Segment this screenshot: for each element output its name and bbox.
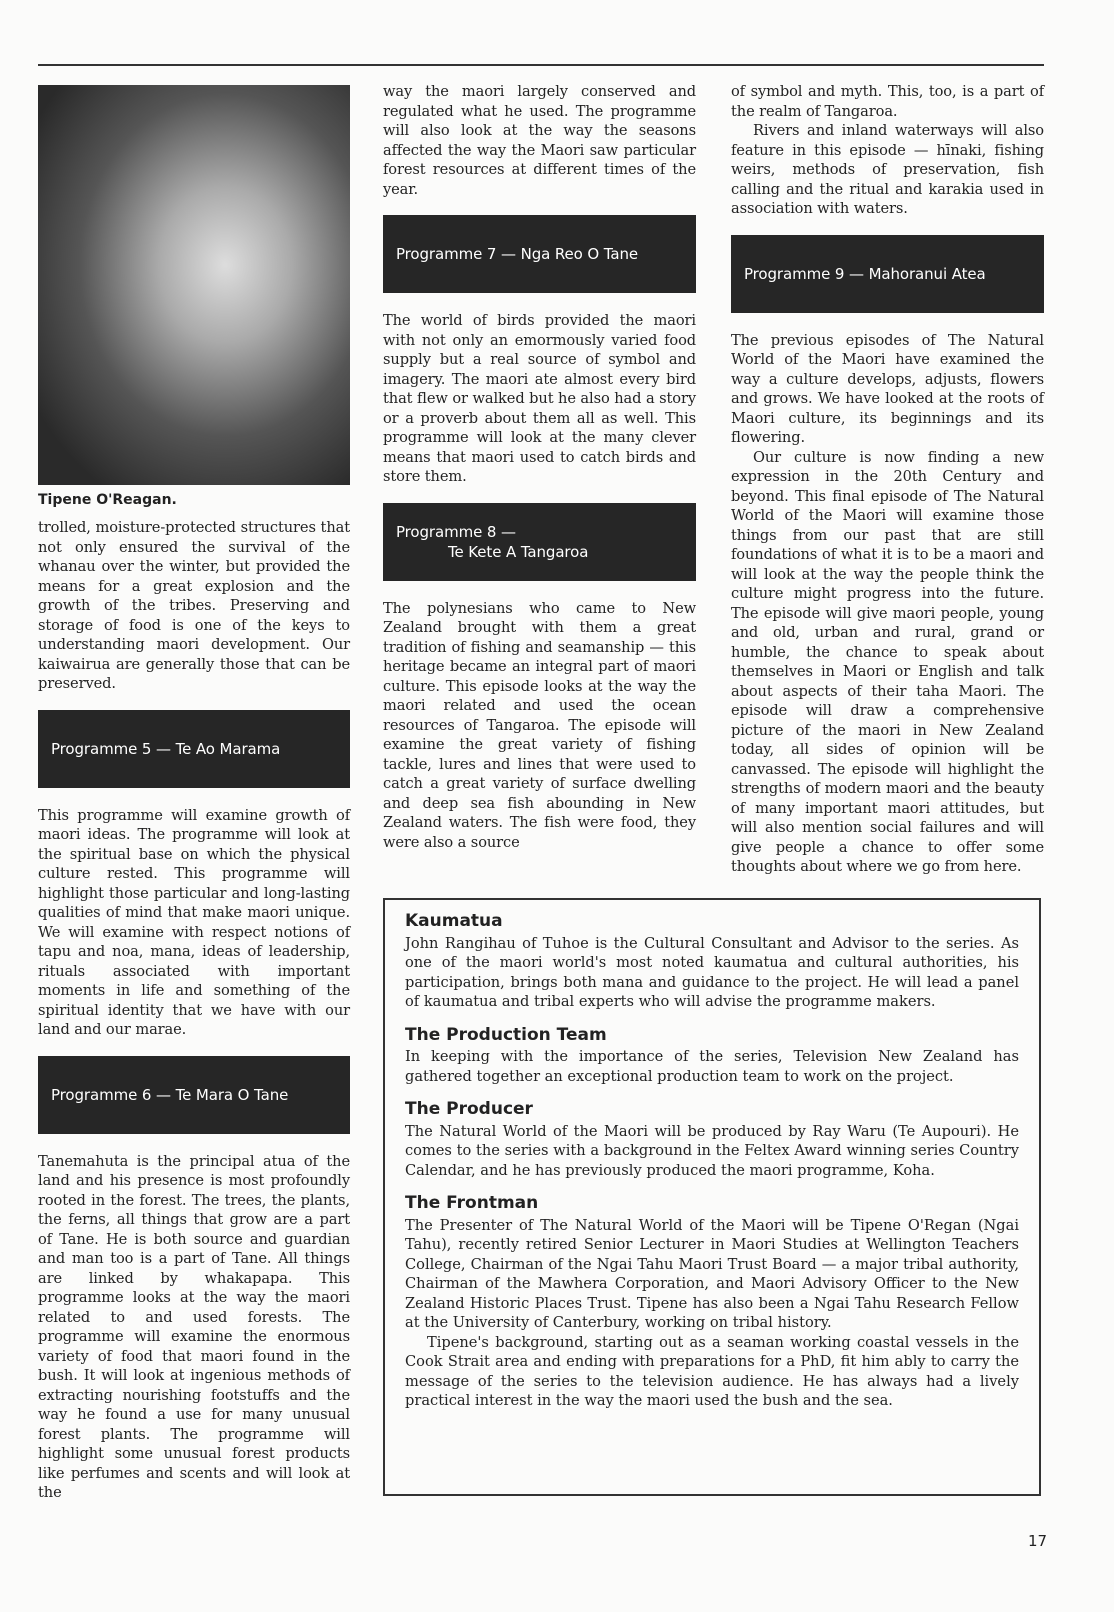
- paragraph: John Rangihau of Tuhoe is the Cultural Consultant and Advisor to the series. As one of the maori world's most noted kaumatua and cultural authorities, his participation, brings both mana and guidance to the project. He will lead a panel of kaumatua and tribal experts who will advise the programme makers.: [405, 934, 1019, 1010]
- paragraph: way the maori largely conserved and regulated what he used. The programme will also look at the way the seasons affected the way the Maori saw particular forest resources at different times of the year.: [383, 83, 696, 198]
- photo-caption: Tipene O'Reagan.: [38, 492, 177, 508]
- paragraph: trolled, moisture-protected structures that not only ensured the survival of the whanau over the winter, but provided the means for a great explosion and the growth of the tribes. Preserving and storage of food is one of the keys to understanding maori development. Our kaiwairua are generally those that can be preserved.: [38, 519, 350, 692]
- programme-8-heading: [383, 503, 696, 581]
- kaumatua-heading: Kaumatua: [405, 911, 503, 931]
- paragraph: In keeping with the importance of the series, Television New Zealand has gathered together an exceptional production team to work on the project.: [405, 1048, 1019, 1085]
- programme-6-heading: [38, 1056, 350, 1134]
- programme-5-heading: [38, 710, 350, 788]
- heading-text: Programme 5 — Te Ao Marama: [51, 739, 281, 758]
- column-1: [38, 518, 350, 1503]
- frontman-heading: The Frontman: [405, 1193, 539, 1213]
- paragraph: The Natural World of the Maori will be produced by Ray Waru (Te Aupouri). He comes to the series with a background in the Feltex Award winning series Country Calendar, and he has previously produced the maori programme, Koha.: [405, 1122, 1019, 1179]
- programme-7-heading: [383, 215, 696, 293]
- heading-text: Programme 6 — Te Mara O Tane: [51, 1085, 289, 1104]
- heading-text: Programme 7 — Nga Reo O Tane: [396, 245, 638, 263]
- paragraph: Tipene's background, starting out as a seaman working coastal vessels in the Cook Strait area and ending with preparations for a PhD, fit him ably to carry the message of the series to the television audience. He has always had a lively practical interest in the way the maori used the bush and the sea.: [405, 1333, 1019, 1409]
- page-number: 17: [1028, 1532, 1048, 1550]
- paragraph: The polynesians who came to New Zealand brought with them a great tradition of fishing and seamanship — this heritage became an integral part of maori culture. This episode looks at the way the maori related and used the ocean resources of Tangaroa. The episode will examine the great variety of fishing tackle, lures and lines that were used to catch a great variety of surface dwelling and deep sea fish abounding in New Zealand waters. The fish were food, they were also a source: [383, 599, 696, 851]
- paragraph: of symbol and myth. This, too, is a part of the realm of Tangaroa.: [731, 83, 1044, 120]
- heading-text: Programme 8 —: [396, 522, 516, 541]
- top-rule: [38, 64, 1044, 66]
- paragraph: Rivers and inland waterways will also feature in this episode — hīnaki, fishing weirs, methods of preservation, fish calling and the ritual and karakia used in association with waters.: [731, 122, 1044, 217]
- portrait-photo: [38, 85, 350, 485]
- paragraph: The previous episodes of The Natural World of the Maori have examined the way a culture develops, adjusts, flowers and grows. We have looked at the roots of Maori culture, its beginnings and its flowering.: [731, 331, 1044, 446]
- column-3: [731, 82, 1044, 877]
- heading-text: Programme 9 — Mahoranui Atea: [744, 264, 986, 283]
- paragraph: This programme will examine growth of maori ideas. The programme will look at the spiritual base on which the physical culture rested. This programme will highlight those particular and long-lasting qualities of mind that make maori unique. We will examine with respect notions of tapu and noa, mana, ideas of leadership, rituals associated with important moments in life and something of the spiritual identity that we have with our land and our marae.: [38, 806, 350, 1038]
- programme-9-heading: [731, 235, 1044, 313]
- paragraph: The Presenter of The Natural World of the Maori will be Tipene O'Regan (Ngai Tahu), recently retired Senior Lecturer in Maori Studies at Wellington Teachers College, Chairman of the Ngai Tahu Maori Trust Board — a major tribal authority, Chairman of the Mawhera Corporation, and Maori Advisory Officer to the New Zealand Historic Places Trust. Tipene has also been a Ngai Tahu Research Fellow at the University of Canterbury, working on tribal history.: [405, 1216, 1019, 1331]
- paragraph: Our culture is now finding a new expression in the 20th Century and beyond. This final episode of The Natural World of the Maori will examine those things from our past that are still foundations of what it is to be a maori and will look at the way the people think the culture might progress into the future. The episode will give maori people, young and old, urban and rural, grand or humble, the chance to speak about themselves in Maori or English and talk about aspects of their taha Maori. The episode will draw a comprehensive picture of the maori in New Zealand today, all sides of opinion will be canvassed. The episode will highlight the strengths of modern maori and the beauty of many important maori attitudes, but will also mention social failures and will give people a chance to offer some thoughts about where we go from here.: [731, 448, 1044, 875]
- paragraph: Tanemahuta is the principal atua of the land and his presence is most profoundly rooted in the forest. The trees, the plants, the ferns, all things that grow are a part of Tane. He is both source and guardian and man too is a part of Tane. All things are linked by whakapapa. This programme looks at the way the maori related to and used forests. The programme will examine the enormous variety of food that maori found in the bush. It will look at ingenious methods of extracting nourishing footstuffs and the way he found a use for many unusual forest plants. The programme will highlight some unusual forest products like perfumes and scents and will look at the: [38, 1152, 350, 1501]
- column-2: [383, 82, 696, 852]
- heading-text: Te Kete A Tangaroa: [448, 542, 589, 561]
- production-team-heading: The Production Team: [405, 1024, 607, 1045]
- producer-heading: The Producer: [405, 1099, 533, 1119]
- credits-box: [383, 898, 1041, 1496]
- paragraph: The world of birds provided the maori with not only an emormously varied food supply but a real source of symbol and imagery. The maori ate almost every bird that flew or walked but he also had a story or a proverb about them all as well. This programme will look at the many clever means that maori used to catch birds and store them.: [383, 312, 696, 485]
